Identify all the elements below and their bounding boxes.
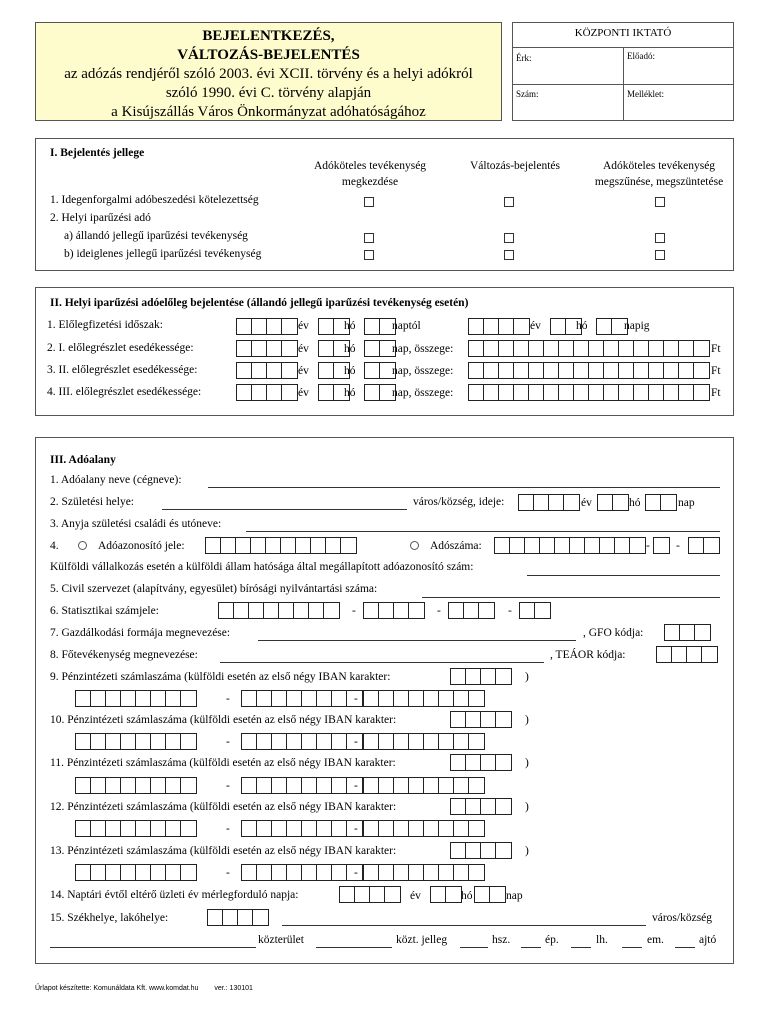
mother-name-label: 3. Anyja születési családi és utóneve: [50, 518, 222, 530]
footer [35, 985, 253, 992]
teaor-code[interactable] [656, 646, 718, 663]
installment-2-label: 3. II. előlegrészlet esedékessége: [47, 364, 198, 376]
tax-id-input[interactable] [205, 537, 357, 554]
checkbox-temporary-end[interactable] [655, 250, 665, 260]
row-temporary: b) ideiglenes jellegű iparűzési tevékenység [64, 248, 262, 260]
fiscal-year-label: 14. Naptári évtől eltérő üzleti év mérlegforduló napja: [50, 889, 299, 901]
fiscal-year[interactable] [339, 886, 401, 903]
gfo-code[interactable] [664, 624, 711, 641]
bank-9-part1[interactable] [75, 690, 197, 707]
staircase-field[interactable] [571, 947, 591, 948]
bank-10-part1[interactable] [75, 733, 197, 750]
year-label: év [298, 365, 309, 377]
dash: - [508, 605, 512, 617]
registry-title: KÖZPONTI IKTATÓ [574, 27, 672, 39]
birth-day[interactable] [645, 494, 677, 511]
from-day-label: naptól [392, 320, 421, 332]
floor-field[interactable] [622, 947, 642, 948]
street-type-field[interactable] [316, 947, 392, 948]
number-label: Szám: [516, 89, 539, 99]
bank-13-part3[interactable] [363, 864, 485, 881]
civil-org-label: 5. Civil szervezet (alapítvány, egyesület) bírósági nyilvántartási száma: [50, 583, 378, 595]
col-end-label: Adóköteles tevékenység [602, 160, 716, 172]
inst3-amount[interactable] [468, 384, 710, 401]
year-label: év [298, 320, 309, 332]
col-start-label: Adóköteles tevékenység [313, 160, 427, 172]
paren: ) [525, 714, 529, 726]
row-business-tax: 2. Helyi iparűzési adó [50, 212, 151, 224]
street-type-label: közt. jelleg [396, 934, 448, 946]
to-day-label: napig [624, 320, 650, 332]
amount-label: nap, összege: [392, 365, 454, 377]
birthplace-label: 2. Születési helye: [50, 496, 134, 508]
currency-label: Ft [711, 387, 721, 399]
year-label: év [581, 497, 592, 509]
business-form-label: 7. Gazdálkodási formája megnevezése: [50, 627, 231, 639]
prepay-period-label: 1. Előlegfizetési időszak: [47, 319, 163, 331]
col-change-label: Változás-bejelentés [469, 160, 561, 172]
section-3-title: III. Adóalany [50, 454, 116, 466]
month-label: hó [344, 387, 356, 399]
checkbox-tourism-end[interactable] [655, 197, 665, 207]
taxpayer-name-field[interactable] [208, 487, 720, 488]
inst1-year[interactable] [236, 340, 298, 357]
fiscal-day[interactable] [474, 886, 506, 903]
bank-11-part3[interactable] [363, 777, 485, 794]
stat-part-3[interactable] [448, 602, 495, 619]
stat-part-2[interactable] [363, 602, 425, 619]
house-number-label: hsz. [492, 934, 511, 946]
civil-org-field[interactable] [422, 597, 720, 598]
bank-9-iban[interactable] [450, 668, 512, 685]
staircase-label: lh. [596, 934, 608, 946]
bank-9-label: 9. Pénzintézeti számlaszáma (külföldi esetén az első négy IBAN karakter: [50, 671, 391, 683]
tax-id-label: Adóazonosító jele: [98, 540, 185, 552]
month-label: hó [576, 320, 588, 332]
dash: - [354, 823, 358, 835]
building-label: ép. [545, 934, 559, 946]
dash: - [352, 605, 356, 617]
installment-3-label: 4. III. előlegrészlet esedékessége: [47, 386, 202, 398]
form-title-box [35, 22, 502, 121]
inst2-year[interactable] [236, 362, 298, 379]
fiscal-month[interactable] [430, 886, 462, 903]
bank-10-part2[interactable] [241, 733, 363, 750]
gfo-label: , GFO kódja: [583, 627, 644, 639]
bank-11-part1[interactable] [75, 777, 197, 794]
footer-credit: Űrlapot készítette: Komunáldata Kft. www.komdat.hu [35, 985, 199, 992]
birth-month[interactable] [597, 494, 629, 511]
row-tourism-tax: 1. Idegenforgalmi adóbeszedési kötelezettség [50, 194, 259, 206]
bank-10-iban[interactable] [450, 711, 512, 728]
checkbox-tourism-change[interactable] [504, 197, 514, 207]
day-label: nap [678, 497, 695, 509]
stat-part-1[interactable] [218, 602, 340, 619]
bank-13-part1[interactable] [75, 864, 197, 881]
year-label: év [298, 343, 309, 355]
title-line-5: a Kisújszállás Város Önkormányzat adóhatóságához [111, 104, 426, 120]
title-line-4: szóló 1990. évi C. törvény alapján [165, 85, 372, 101]
postal-code[interactable] [207, 909, 269, 926]
year-label: év [530, 320, 541, 332]
mother-name-field[interactable] [246, 531, 720, 532]
bank-12-part2[interactable] [241, 820, 363, 837]
building-field[interactable] [521, 947, 541, 948]
inst2-amount[interactable] [468, 362, 710, 379]
dash: - [226, 823, 230, 835]
dash: - [354, 693, 358, 705]
teaor-label: , TEÁOR kódja: [550, 649, 626, 661]
city-label: város/község [652, 912, 713, 924]
taxpayer-name-label: 1. Adóalany neve (cégneve): [50, 474, 182, 486]
dash: - [354, 736, 358, 748]
dash: - [646, 540, 650, 552]
row-4-number: 4. [50, 540, 59, 552]
section-2-title: II. Helyi iparűzési adóelőleg bejelentése (állandó jellegű iparűzési tevékenység esetén) [50, 297, 469, 309]
section-1-title: I. Bejelentés jellege [50, 147, 145, 159]
checkbox-permanent-change[interactable] [504, 233, 514, 243]
bank-13-iban[interactable] [450, 842, 512, 859]
month-label: hó [344, 343, 356, 355]
checkbox-temporary-change[interactable] [504, 250, 514, 260]
dash: - [354, 780, 358, 792]
paren: ) [525, 671, 529, 683]
checkbox-tourism-start[interactable] [364, 197, 374, 207]
street-field[interactable] [50, 947, 256, 948]
foreign-tax-id-label: Külföldi vállalkozás esetén a külföldi állam hatósága által megállapított adóazonosító szám: [50, 561, 474, 573]
main-activity-label: 8. Főtevékenység megnevezése: [50, 649, 198, 661]
bank-12-part3[interactable] [363, 820, 485, 837]
year-label: év [410, 890, 421, 902]
stat-number-label: 6. Statisztikai számjele: [50, 605, 159, 617]
main-activity-field[interactable] [220, 662, 544, 663]
paren: ) [525, 845, 529, 857]
paren: ) [525, 757, 529, 769]
tax-number-vat[interactable] [653, 537, 670, 554]
bank-12-label: 12. Pénzintézeti számlaszáma (külföldi esetén az első négy IBAN karakter: [50, 801, 397, 813]
col-start-label-2: megkezdése [341, 176, 399, 188]
radio-tax-id[interactable] [78, 541, 87, 550]
installment-1-label: 2. I. előlegrészlet esedékessége: [47, 342, 194, 354]
period-from-year[interactable] [236, 318, 298, 335]
stat-part-4[interactable] [519, 602, 551, 619]
bank-11-label: 11. Pénzintézeti számlaszáma (külföldi esetén az első négy IBAN karakter: [50, 757, 396, 769]
bank-9-part2[interactable] [241, 690, 363, 707]
attachment-label: Melléklet: [627, 89, 664, 99]
central-registry-box [512, 22, 734, 121]
tax-number-main[interactable] [494, 537, 646, 554]
currency-label: Ft [711, 365, 721, 377]
dash: - [226, 780, 230, 792]
birthdate-label: város/község, ideje: [413, 496, 505, 508]
inst3-year[interactable] [236, 384, 298, 401]
door-field[interactable] [675, 947, 695, 948]
period-to-year[interactable] [468, 318, 530, 335]
dash: - [226, 867, 230, 879]
city-field[interactable] [282, 925, 646, 926]
dash: - [226, 693, 230, 705]
bank-12-part1[interactable] [75, 820, 197, 837]
form-title: BEJELENTKEZÉS, [202, 28, 335, 44]
seat-label: 15. Székhelye, lakóhelye: [50, 912, 169, 924]
bank-13-part2[interactable] [241, 864, 363, 881]
checkbox-temporary-start[interactable] [364, 250, 374, 260]
floor-label: em. [647, 934, 664, 946]
birthplace-field[interactable] [162, 509, 407, 510]
paren: ) [525, 801, 529, 813]
amount-label: nap, összege: [392, 343, 454, 355]
tax-number-county[interactable] [688, 537, 720, 554]
street-label: közterület [258, 934, 304, 946]
currency-label: Ft [711, 343, 721, 355]
row-permanent: a) állandó jellegű iparűzési tevékenység [64, 230, 248, 242]
col-end-label-2: megszűnése, megszüntetése [594, 176, 724, 188]
bank-9-part3[interactable] [363, 690, 485, 707]
house-number-field[interactable] [460, 947, 488, 948]
bank-10-label: 10. Pénzintézeti számlaszáma (külföldi esetén az első négy IBAN karakter: [50, 714, 397, 726]
amount-label: nap, összege: [392, 387, 454, 399]
dash: - [676, 540, 680, 552]
month-label: hó [344, 365, 356, 377]
tax-number-label: Adószáma: [430, 540, 482, 552]
door-label: ajtó [699, 934, 717, 946]
form-subtitle: VÁLTOZÁS-BEJELENTÉS [177, 47, 360, 63]
bank-11-part2[interactable] [241, 777, 363, 794]
received-label: Érk: [516, 53, 532, 63]
checkbox-permanent-end[interactable] [655, 233, 665, 243]
birth-year[interactable] [518, 494, 580, 511]
dash: - [354, 867, 358, 879]
month-label: hó [461, 890, 473, 902]
bank-11-iban[interactable] [450, 754, 512, 771]
foreign-tax-id-field[interactable] [527, 575, 720, 576]
bank-10-part3[interactable] [363, 733, 485, 750]
checkbox-permanent-start[interactable] [364, 233, 374, 243]
dash: - [437, 605, 441, 617]
bank-13-label: 13. Pénzintézeti számlaszáma (külföldi esetén az első négy IBAN karakter: [50, 845, 397, 857]
title-line-3: az adózás rendjéről szóló 2003. évi XCII. törvény és a helyi adókról [64, 66, 473, 82]
footer-version: ver.: 130101 [214, 985, 253, 992]
dash: - [226, 736, 230, 748]
day-label: nap [506, 890, 523, 902]
inst1-amount[interactable] [468, 340, 710, 357]
year-label: év [298, 387, 309, 399]
officer-label: Előadó: [627, 51, 655, 61]
radio-tax-number[interactable] [410, 541, 419, 550]
month-label: hó [629, 497, 641, 509]
bank-12-iban[interactable] [450, 798, 512, 815]
month-label: hó [344, 320, 356, 332]
business-form-field[interactable] [258, 640, 576, 641]
